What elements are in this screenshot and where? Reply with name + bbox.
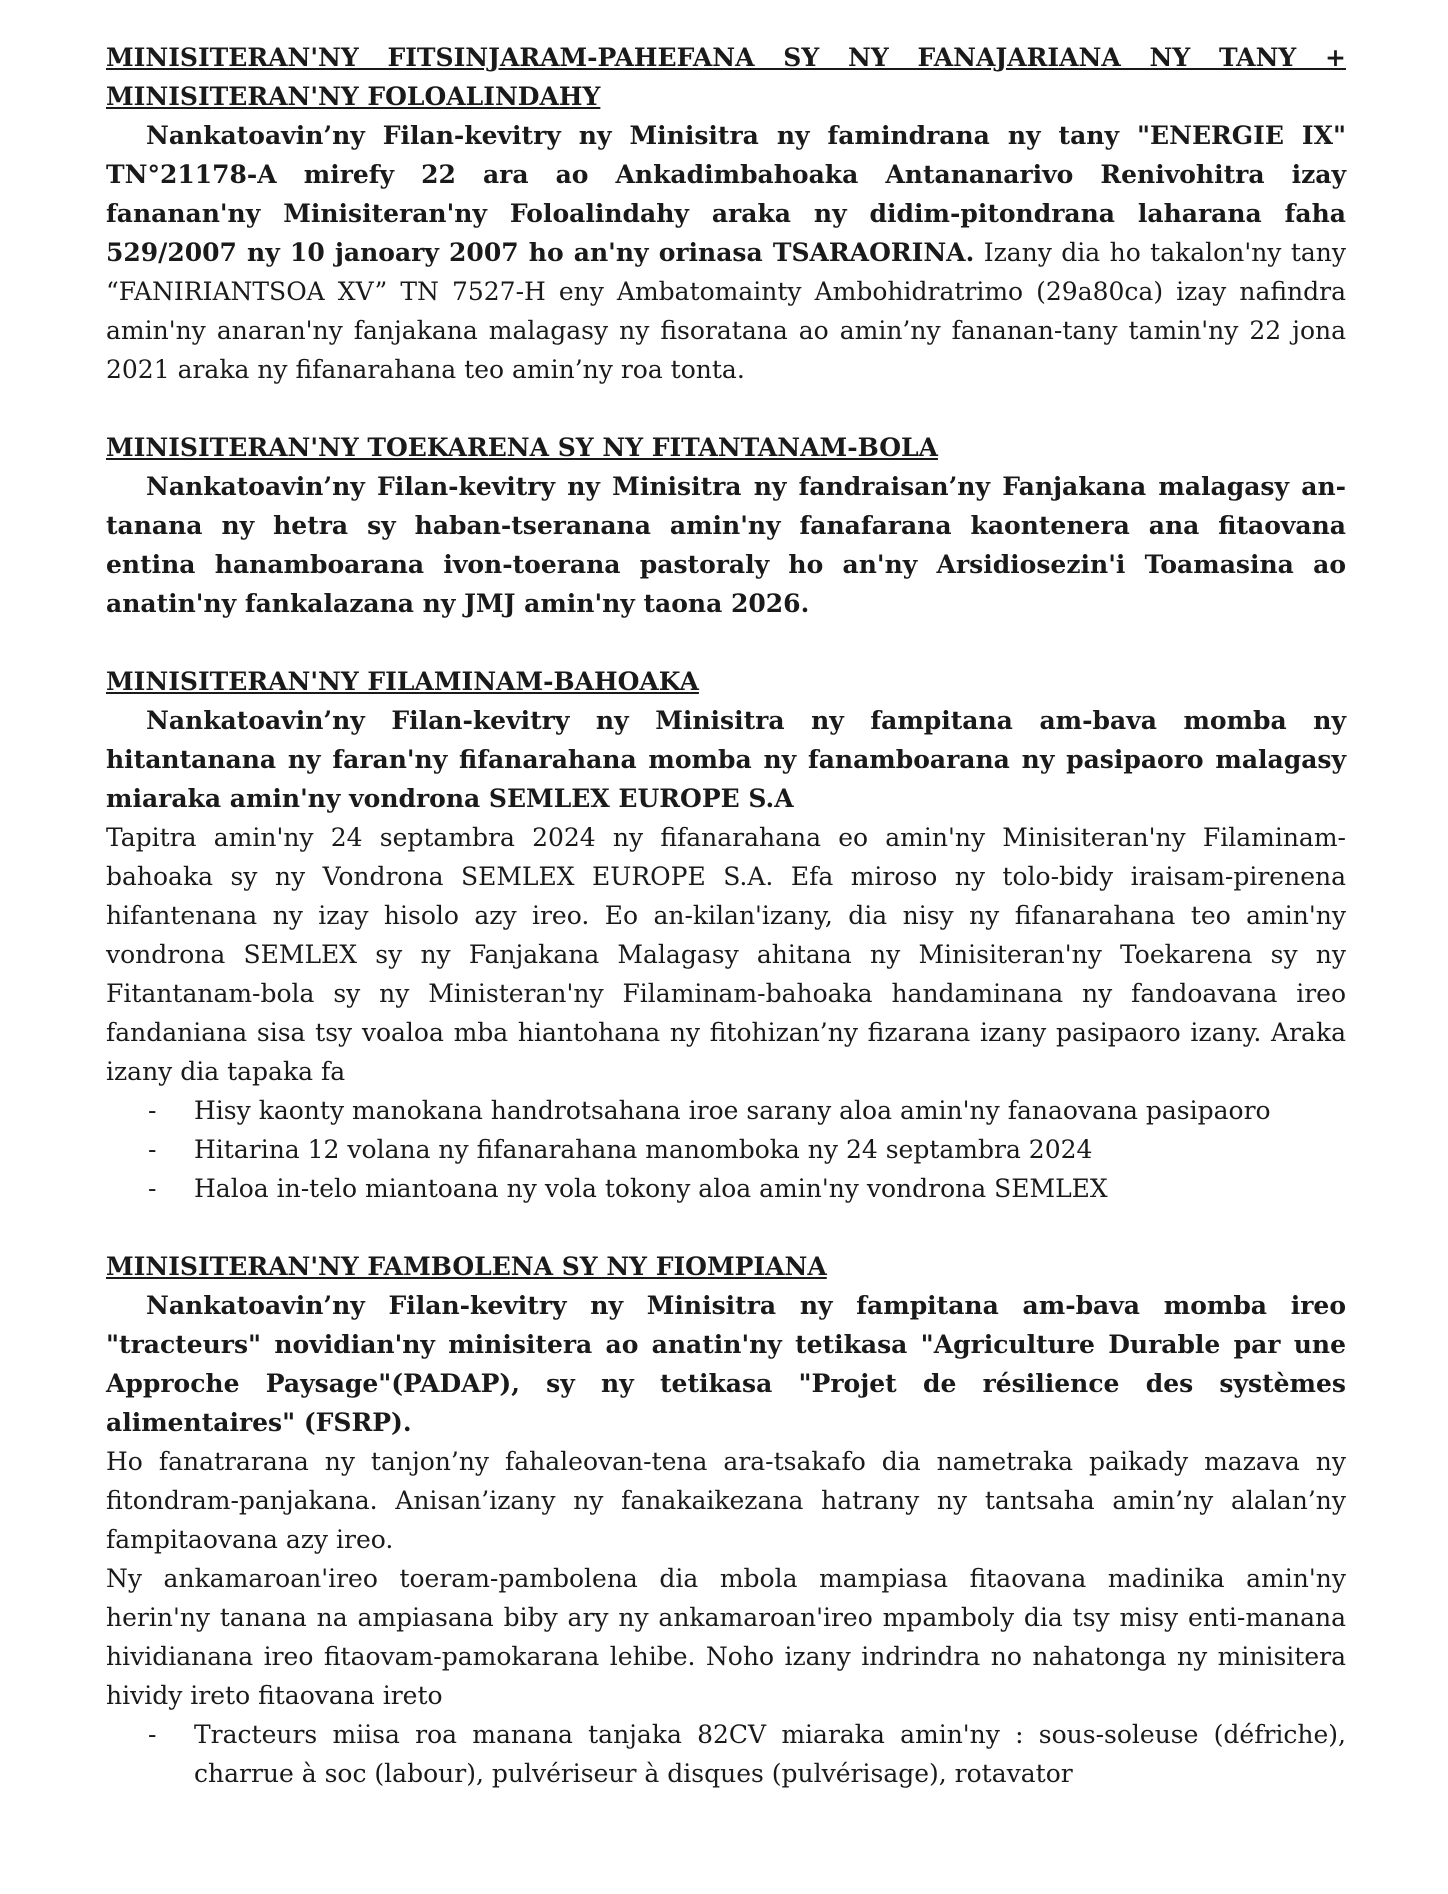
body-paragraph: Ho fanatrarana ny tanjon’ny fahaleovan-tena ara-tsakafo dia nametraka paikady mazava ny fitondram-panjakana. Anisan’izany ny fanakaikezana hatrany ny tantsaha amin’ny alalan’ny fampitaovana azy ireo. [106, 1447, 1346, 1554]
decision-paragraph: Nankatoavin’ny Filan-kevitry ny Minisitra ny fampitana am-bava momba ireo "tracteurs" novidian'ny minisitera ao anatin'ny tetikasa "Agriculture Durable par une Approche Paysage"(PADAP), sy ny tetikasa "Projet de résilience des systèmes alimentaires" (FSRP). [106, 1291, 1346, 1437]
dash-marker: - [148, 1720, 157, 1749]
section-heading: MINISITERAN'NY TOEKARENA SY NY FITANTANAM-BOLA [106, 433, 938, 462]
list-item: - Hitarina 12 volana ny fifanarahana manomboka ny 24 septambra 2024 [106, 1130, 1346, 1169]
decision-paragraph: Nankatoavin’ny Filan-kevitry ny Minisitra ny fampitana am-bava momba ny hitantanana ny faran'ny fifanarahana momba ny fanamboarana ny pasipaoro malagasy miaraka amin'ny vondrona SEMLEX EUROPE S.A [106, 706, 1346, 813]
decision-bold-text: Nankatoavin’ny Filan-kevitry ny Minisitra ny famindrana ny tany "ENERGIE IX" TN°21178-A mirefy 22 ara ao Ankadimbahoaka Antananarivo Renivohitra izay fananan'ny Minisiteran'ny Foloalindahy araka ny didim-pitondrana laharana faha 529/2007 ny 10 janoary 2007 ho an'ny orinasa TSARAORINA. [106, 121, 1346, 267]
section-heading: MINISITERAN'NY FAMBOLENA SY NY FIOMPIANA [106, 1252, 827, 1281]
dash-marker: - [148, 1096, 157, 1125]
list-item: - Hisy kaonty manokana handrotsahana iroe sarany aloa amin'ny fanaovana pasipaoro [106, 1091, 1346, 1130]
document-page [106, 38, 1346, 1793]
dash-marker: - [148, 1174, 157, 1203]
section-heading: MINISITERAN'NY FITSINJARAM-PAHEFANA SY NY FANAJARIANA NY TANY + MINISITERAN'NY FOLOALINDAHY [106, 43, 1346, 111]
section-territorial-ministry [106, 38, 1346, 389]
section-economy-ministry [106, 428, 1346, 623]
bullet-list [106, 1091, 1346, 1208]
section-heading: MINISITERAN'NY FILAMINAM-BAHOAKA [106, 667, 699, 696]
list-item: - Tracteurs miisa roa manana tanjaka 82CV miaraka amin'ny : sous-soleuse (défriche), charrue à soc (labour), pulvériseur à disques (pulvérisage), rotavator [106, 1715, 1346, 1793]
body-paragraph: Tapitra amin'ny 24 septambra 2024 ny fifanarahana eo amin'ny Minisiteran'ny Filaminam-bahoaka sy ny Vondrona SEMLEX EUROPE S.A. Efa miroso ny tolo-bidy iraisam-pirenena hifantenana ny izay hisolo azy ireo. Eo an-kilan'izany, dia nisy ny fifanarahana teo amin'ny vondrona SEMLEX sy ny Fanjakana Malagasy ahitana ny Minisiteran'ny Toekarena sy ny Fitantanam-bola sy ny Ministeran'ny Filaminam-bahoaka handaminana ny fandoavana ireo fandaniana sisa tsy voaloa mba hiantohana ny fitohizan’ny fizarana izany pasipaoro izany. Araka izany dia tapaka fa [106, 823, 1346, 1086]
decision-normal-text: Izany dia ho takalon'ny tany “FANIRIANTSOA XV” TN 7527-H eny Ambatomainty Ambohidratrimo (29a80ca) izay nafindra amin'ny anaran'ny fanjakana malagasy ny fisoratana ao amin’ny fananan-tany tamin'ny 22 jona 2021 araka ny fifanarahana teo amin’ny roa tonta. [106, 238, 1346, 384]
dash-marker: - [148, 1135, 157, 1164]
decision-paragraph: Nankatoavin’ny Filan-kevitry ny Minisitra ny fandraisan’ny Fanjakana malagasy an-tanana ny hetra sy haban-tseranana amin'ny fanafarana kaontenera ana fitaovana entina hanamboarana ivon-toerana pastoraly ho an'ny Arsidiosezin'i Toamasina ao anatin'ny fankalazana ny JMJ amin'ny taona 2026. [106, 472, 1346, 618]
section-agriculture-ministry [106, 1247, 1346, 1793]
bullet-list [106, 1715, 1346, 1793]
list-item: - Haloa in-telo miantoana ny vola tokony aloa amin'ny vondrona SEMLEX [106, 1169, 1346, 1208]
section-public-security-ministry [106, 662, 1346, 1208]
body-paragraph: Ny ankamaroan'ireo toeram-pambolena dia mbola mampiasa fitaovana madinika amin'ny herin'ny tanana na ampiasana biby ary ny ankamaroan'ireo mpamboly dia tsy misy enti-manana hividianana ireo fitaovam-pamokarana lehibe. Noho izany indrindra no nahatonga ny minisitera hividy ireto fitaovana ireto [106, 1564, 1346, 1710]
decision-paragraph [106, 116, 1346, 389]
